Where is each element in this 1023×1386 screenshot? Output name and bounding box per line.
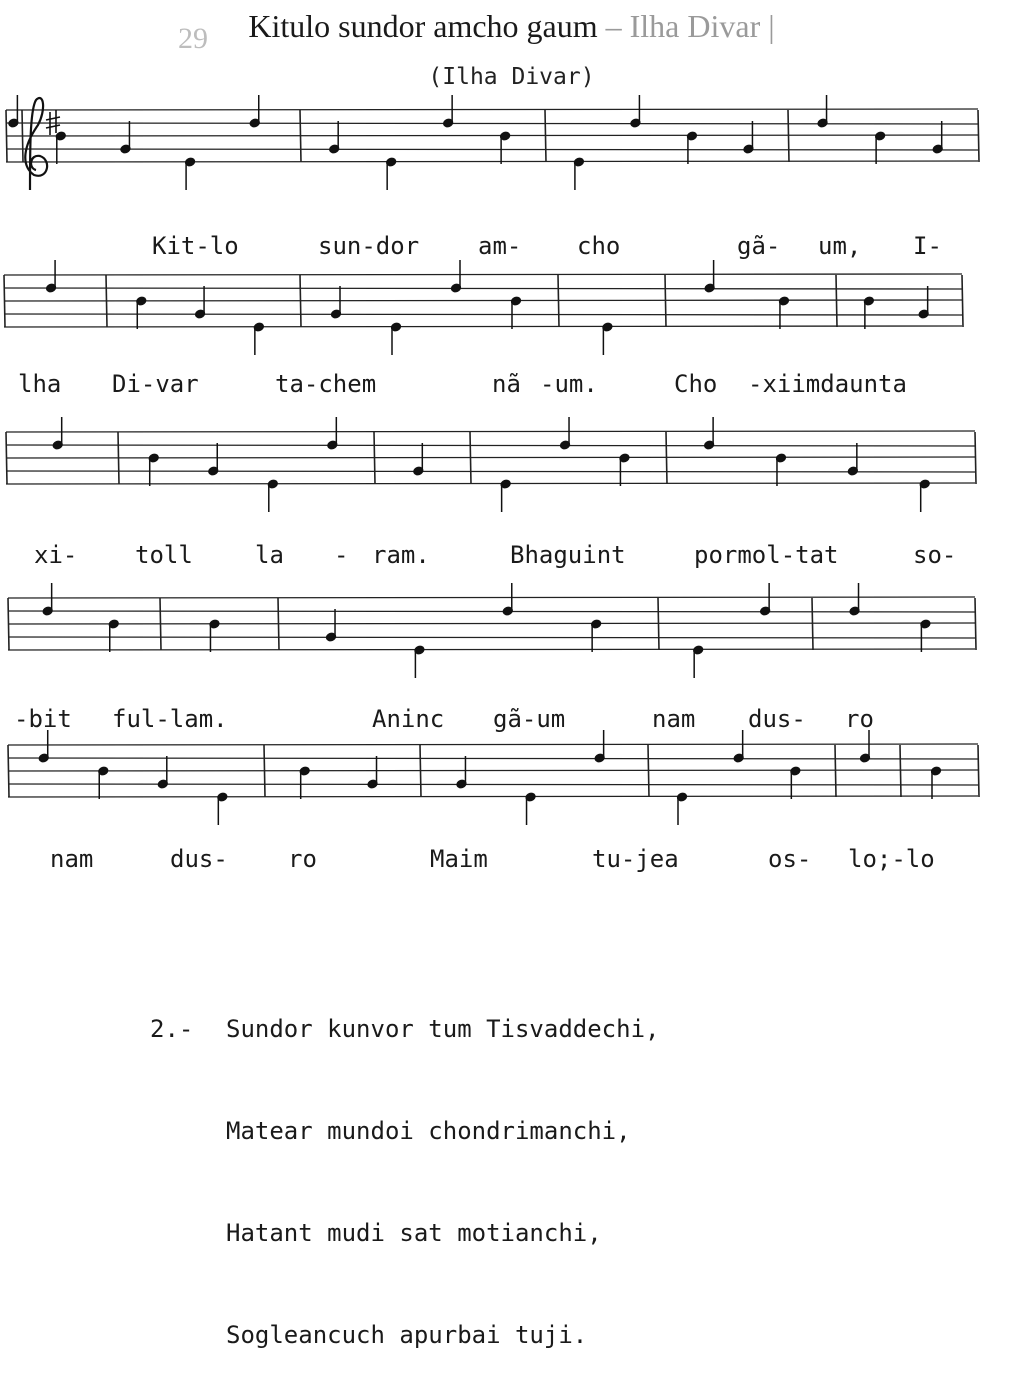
staff-line xyxy=(6,135,978,136)
lyric-syllable: dus- xyxy=(748,705,806,733)
lyric-syllable: gã- xyxy=(737,232,781,260)
barline xyxy=(374,432,375,484)
staff-line xyxy=(4,300,962,301)
barline xyxy=(975,432,976,484)
lyric-syllable: lha xyxy=(18,370,62,398)
staff-line xyxy=(8,744,978,745)
staff-line xyxy=(6,483,975,484)
lyric-syllable: Cho xyxy=(674,370,718,398)
staff-line xyxy=(6,471,975,472)
staff-line xyxy=(6,149,978,150)
barline xyxy=(22,110,23,162)
barline xyxy=(300,110,301,162)
barline xyxy=(4,275,5,327)
barline xyxy=(836,275,837,327)
lyric-syllable: cho xyxy=(577,232,621,260)
staff-line xyxy=(8,649,975,650)
barline xyxy=(788,110,789,162)
staff-line xyxy=(8,623,975,624)
staff-line xyxy=(6,161,978,162)
staff-line xyxy=(8,637,975,638)
lyric-syllable: pormol-tat xyxy=(694,541,839,569)
barline xyxy=(118,432,119,484)
barline xyxy=(6,110,7,162)
staff-line xyxy=(6,431,975,432)
barlines xyxy=(4,110,979,797)
lyric-syllable: Bhaguint xyxy=(510,541,626,569)
lyric-syllable: -um. xyxy=(540,370,598,398)
staff-line xyxy=(8,784,978,785)
lyric-syllable: toll xyxy=(135,541,193,569)
verse-line: Matear mundoi chondrimanchi, xyxy=(226,1117,631,1145)
lyric-syllable: - xyxy=(334,541,349,569)
lyric-syllable: gã-um xyxy=(493,705,566,733)
barline xyxy=(558,275,559,327)
staff-line xyxy=(6,109,978,110)
page-number-stamp: 29 xyxy=(178,22,208,55)
barline xyxy=(6,432,7,484)
lyric-syllable: am- xyxy=(478,232,522,260)
verse-line-text: Sundor kunvor tum Tisvaddechi, xyxy=(226,1015,660,1043)
lyric-syllable: nã xyxy=(492,370,521,398)
staff-line xyxy=(6,445,975,446)
staff-line xyxy=(4,274,962,275)
barline xyxy=(835,745,836,797)
barline xyxy=(978,110,979,162)
barline xyxy=(975,598,976,650)
staff-line xyxy=(4,314,962,315)
lyric-syllable: Aninc xyxy=(372,705,445,733)
staff-line xyxy=(8,796,978,797)
lyric-syllable: I- xyxy=(913,232,942,260)
barline xyxy=(278,598,279,650)
lyric-syllable: ro xyxy=(288,845,317,873)
song-subtitle: (Ilha Divar) xyxy=(428,64,595,90)
barline xyxy=(300,275,301,327)
staff-line xyxy=(6,123,978,124)
staff-line xyxy=(4,288,962,289)
lyric-syllable: -bit xyxy=(14,705,72,733)
lyric-syllable: sun-dor xyxy=(318,232,420,260)
lyric-syllable: lo;-lo xyxy=(848,845,935,873)
lyric-syllable: ro xyxy=(845,705,874,733)
verse-line: Sogleancuch apurbai tuji. xyxy=(226,1321,588,1349)
lyric-syllable: nam xyxy=(652,705,696,733)
barline xyxy=(420,745,421,797)
lyric-syllable: so- xyxy=(913,541,957,569)
staff-line xyxy=(8,770,978,771)
staff-line xyxy=(8,611,975,612)
barline xyxy=(470,432,471,484)
lyric-syllable: ta-chem xyxy=(275,370,377,398)
barline xyxy=(160,598,161,650)
staff-lines xyxy=(4,109,978,797)
lyric-syllable: os- xyxy=(768,845,812,873)
lyric-syllable: dus- xyxy=(170,845,228,873)
lyric-syllable: Maim xyxy=(430,845,488,873)
barline xyxy=(8,598,9,650)
barline xyxy=(545,110,546,162)
lyric-syllable: -xiimdaunta xyxy=(748,370,907,398)
lyric-syllable: la xyxy=(255,541,284,569)
lyric-syllable: tu-jea xyxy=(592,845,679,873)
barline xyxy=(812,598,813,650)
lyric-syllable: Kit-lo xyxy=(152,232,239,260)
verse-2 xyxy=(150,944,659,1386)
barline xyxy=(106,275,107,327)
lyric-syllable: Di-var xyxy=(112,370,199,398)
treble-clef-icon xyxy=(25,98,47,190)
lyric-syllable: nam xyxy=(50,845,94,873)
barline xyxy=(978,745,979,797)
verse-line xyxy=(150,1012,659,1046)
lyric-syllable: ful-lam. xyxy=(112,705,228,733)
barline xyxy=(648,745,649,797)
barline xyxy=(666,432,667,484)
lyric-syllable: ram. xyxy=(372,541,430,569)
barline xyxy=(8,745,9,797)
staff-line xyxy=(8,597,975,598)
lyric-syllable: xi- xyxy=(34,541,78,569)
staff-line xyxy=(4,326,962,327)
barline xyxy=(264,745,265,797)
barline xyxy=(962,275,963,327)
verse-line: Hatant mudi sat motianchi, xyxy=(226,1219,602,1247)
staff-line xyxy=(8,758,978,759)
song-title-main: Kitulo sundor amcho gaum xyxy=(248,8,606,44)
verse-number: 2.- xyxy=(150,1015,194,1043)
barline xyxy=(658,598,659,650)
barline xyxy=(900,745,901,797)
barline xyxy=(665,275,666,327)
song-title-suffix: – Ilha Divar | xyxy=(605,8,775,44)
lyric-syllable: um, xyxy=(818,232,862,260)
